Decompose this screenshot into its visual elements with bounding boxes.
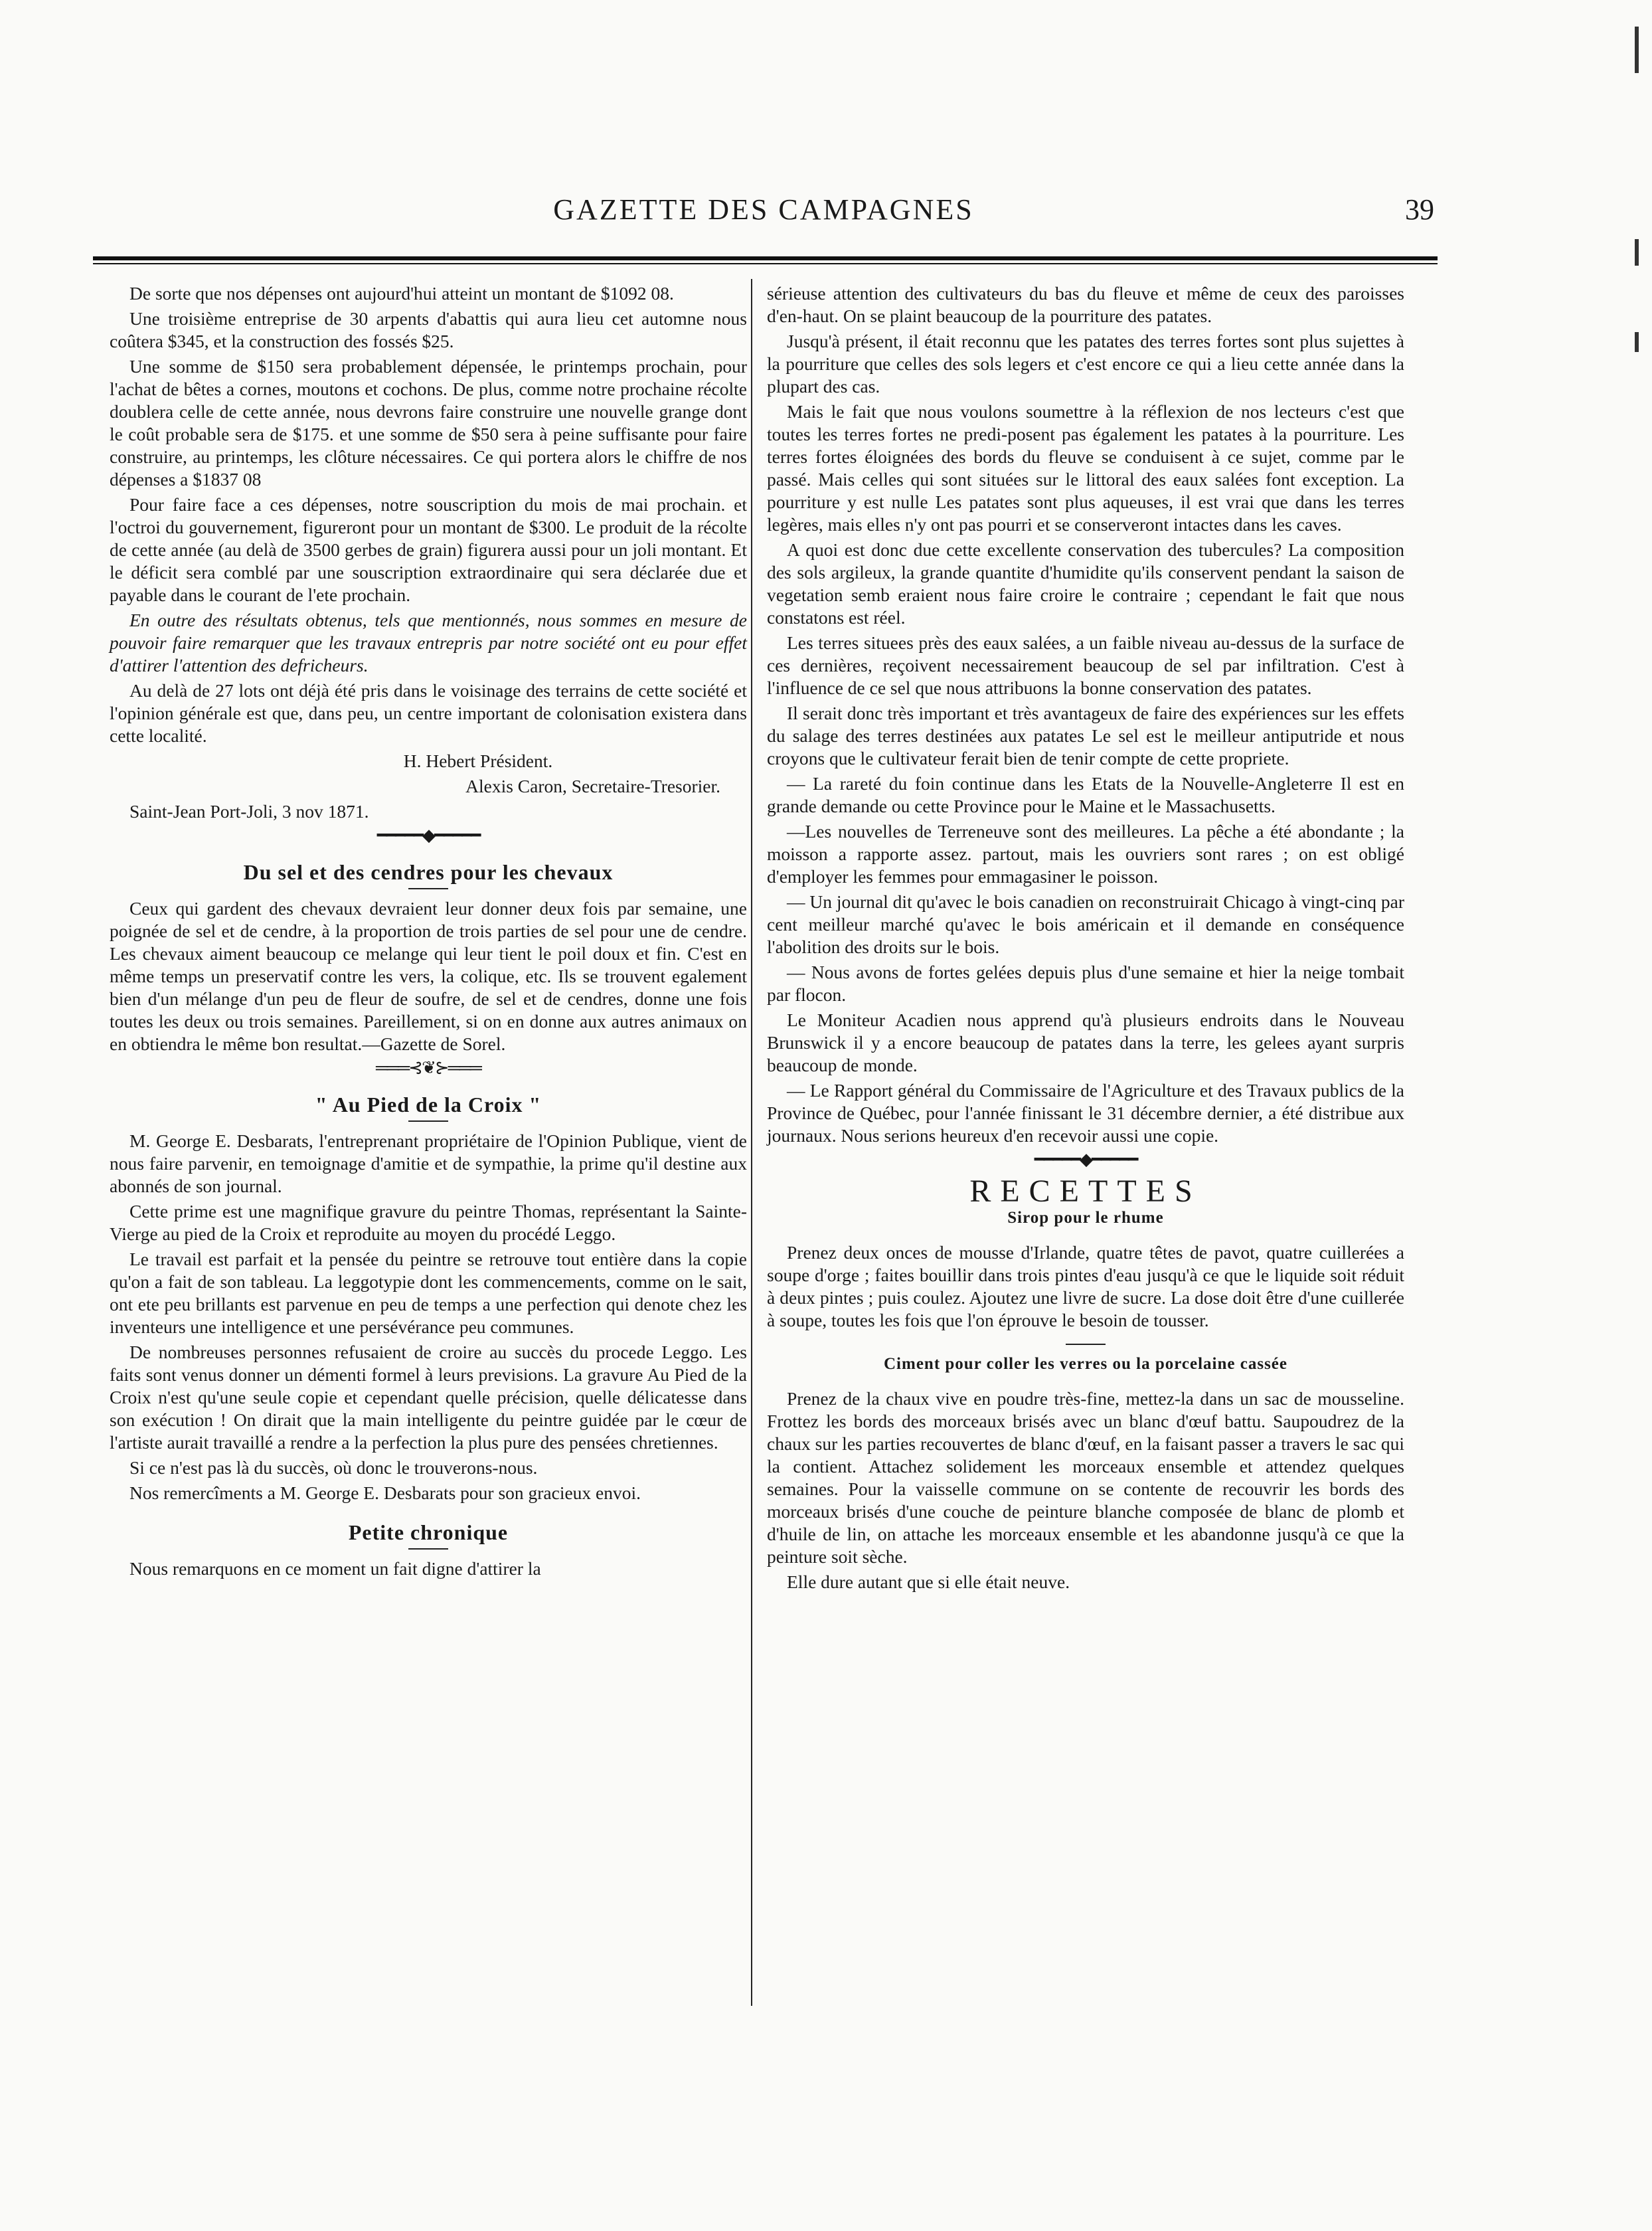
recipe-title-sirop: Sirop pour le rhume <box>1007 1209 1164 1227</box>
section-title-petite-chronique: Petite chronique <box>348 1520 509 1544</box>
paragraph: Ceux qui gardent des chevaux devraient leur donner deux fois par semaine, une poignée de sel et de cendre, à la proportion de trois parties de sel pour une de cendre. Les chevaux aiment beaucoup ce melange qui leur tient le poil doux et fin. C'est en même temps un preservatif contre les vers, la colique, etc. Ils se trouvent egalement bien d'un mélange d'un peu de fleur de soufre, de sel et de cendres, donne une fois toutes les deux ou trois semaines. Pareillement, si on en donne aux autres animaux on en obtiendra le même bon resultat.—Gazette de Sorel. <box>110 898 747 1054</box>
paragraph: — Le Rapport général du Commissaire de l'Agriculture et des Travaux publics de la Province de Québec, pour l'année finissant le 31 décembre dernier, a été distribue aux journaux. Nous serions heureux d'en recevoir aussi une copie. <box>767 1080 1404 1146</box>
paragraph: Jusqu'à présent, il était reconnu que les patates des terres fortes sont plus sujettes à la pourriture que celles des sols legers et c'est encore ce qui a lieu cette année dans la plupart des cas. <box>767 331 1404 397</box>
paragraph: Il serait donc très important et très avantageux de faire des expériences sur les effets du salage des terres destinées aux patates Le sel est le meilleur antiputride et nous croyons que le cultivateur ferait bien de tenir compte de cette propriete. <box>767 703 1404 768</box>
paragraph: En outre des résultats obtenus, tels que mentionnés, nous sommes en mesure de pouvoir faire remarquer que les travaux entrepris par notre société ont eu pour effet d'attirer l'attention des defricheurs. <box>110 610 747 675</box>
paragraph: Une troisième entreprise de 30 arpents d'abattis qui aura lieu cet automne nous coûtera $345, et la construction des fossés $25. <box>110 308 747 351</box>
section-title-recettes: RECETTES <box>969 1174 1202 1209</box>
right-column <box>767 282 1404 1596</box>
paragraph: Le Moniteur Acadien nous apprend qu'à plusieurs endroits dans le Nouveau Brunswick il y a encore beaucoup de patates dans la terre, les gelees ayant surpris beaucoup de monde. <box>767 1010 1404 1075</box>
paragraph: Le travail est parfait et la pensée du peintre se retrouve tout entière dans la copie qu'on a fait de son tableau. La leggotypie dont les commencements, comme on le sait, ont ete peu brillants est parvenue en peu de temps a une perfection qui denote chez les inventeurs une intelligence et une persévérance peu communes. <box>110 1249 747 1337</box>
paragraph: Mais le fait que nous voulons soumettre à la réflexion de nos lecteurs c'est que toutes les terres fortes ne predi-posent pas également les patates à la pourriture. Les terres fortes éloignées des bords du fleuve se conduisent à ce sujet, comme par le passé. Mais celles qui sont situées sur le littoral des eaux salées font exception. La pourriture y est nulle Les patates sont plus aqueuses, il est vrai que dans les terres legères, mais elles n'y ont pas pourri et se conserveront intactes dans les caves. <box>767 401 1404 535</box>
paragraph: — La rareté du foin continue dans les Etats de la Nouvelle-Angleterre Il est en grande demande ou cette Province pour le Maine et le Massachusetts. <box>767 773 1404 816</box>
short-rule <box>408 1120 448 1122</box>
paragraph: Si ce n'est pas là du succès, où donc le trouverons-nous. <box>129 1457 538 1478</box>
section-title-pied-de-la-croix: " Au Pied de la Croix " <box>315 1093 542 1116</box>
signature-president: H. Hebert Président. <box>403 751 553 771</box>
paragraph: Une somme de $150 sera probablement dépensée, le printemps prochain, pour l'achat de bêtes a cornes, moutons et cochons. De plus, comme notre prochaine récolte doublera celle de cette année, nous devrons faire construire une nouvelle grange dont le coût probable sera de $175. et une somme de $50 sera à peine suffisante pour faire construire, au printemps, les clôture nécessaires. Ce qui portera alors le chiffre de nos dépenses a $1837 08 <box>110 356 747 490</box>
paragraph: — Un journal dit qu'avec le bois canadien on reconstruirait Chicago à vingt-cinq par cent meilleur marché qu'avec le bois américain et il demande en conséquence l'abolition des droits sur le bois. <box>767 891 1404 957</box>
header-rule-thin <box>93 263 1438 264</box>
paragraph: sérieuse attention des cultivateurs du bas du fleuve et même de ceux des paroisses d'en-haut. On se plaint beaucoup de la pourriture des patates. <box>767 283 1404 326</box>
paragraph: — Nous avons de fortes gelées depuis plus d'une semaine et hier la neige tombait par flocon. <box>767 962 1404 1005</box>
scan-edge-mark <box>1635 239 1639 266</box>
column-divider <box>751 279 752 2006</box>
page-number: 39 <box>1405 193 1434 226</box>
paragraph: Prenez de la chaux vive en poudre très-fine, mettez-la dans un sac de mousseline. Frottez les bords des morceaux brisés avec un blanc d'œuf battu. Saupoudrez de la chaux sur les parties recouvertes de blanc d'œuf, en la faisant passer a travers le sac qui la contient. Attachez solidement les morceaux ensemble et attendez quelques semaines. Pour la vaisselle commune on se contente de recouvrir les bords des morceaux brisés d'une couche de peinture blanche composée de blanc de plomb et d'huile de lin, on attache les morceaux ensemble et les abandonne jusqu'à ce que la peinture soit sèche. <box>767 1388 1404 1567</box>
paragraph: Au delà de 27 lots ont déjà été pris dans le voisinage des terrains de cette société et l'opinion générale est que, dans peu, un centre important de colonisation existera dans cette localité. <box>110 680 747 746</box>
paragraph: Les terres situees près des eaux salées, a un faible niveau au-dessus de la surface de ces dernières, reçoivent necessairement beaucoup de sel par infiltration. C'est à l'influence de ce sel que nous attribuons la bonne conservation des patates. <box>767 632 1404 698</box>
header-rule <box>93 256 1438 260</box>
dateline: Saint-Jean Port-Joli, 3 nov 1871. <box>129 801 369 822</box>
scan-edge-mark <box>1635 27 1639 73</box>
short-rule <box>1066 1344 1106 1345</box>
paragraph: Prenez deux onces de mousse d'Irlande, quatre têtes de pavot, quatre cuillerées a soupe d'orge ; faites bouillir dans trois pintes d'eau jusqu'à ce que le liquide soit réduit à deux pintes ; puis coulez. Ajoutez une livre de sucre. La dose doit être d'une cuillerée à soupe, toutes les fois que l'on éprouve le besoin de tousser. <box>767 1242 1404 1330</box>
paragraph: Cette prime est une magnifique gravure du peintre Thomas, représentant la Sainte-Vierge au pied de la Croix et reproduite au moyen du procédé Leggo. <box>110 1201 747 1244</box>
paragraph: —Les nouvelles de Terreneuve sont des meilleures. La pêche a été abondante ; la moisson a rapporte assez. partout, mais les ouvriers sont rares ; on est obligé d'employer les femmes pour emmagasiner le poisson. <box>767 821 1404 887</box>
paragraph: De nombreuses personnes refusaient de croire au succès du procede Leggo. Les faits sont venus donner un démenti formel à leurs previsions. La gravure Au Pied de la Croix n'est qu'une seule copie et cependant quelle précision, quelle délicatesse dans son exécution ! On dirait que la main intelligente du peintre guidée par le cœur de l'artiste aurait travaillé a rendre a la perfection la plus pure des pensées chretiennes. <box>110 1342 747 1453</box>
paragraph: A quoi est donc due cette excellente conservation des tubercules? La composition des sols argileux, la grande quantite d'humidite qu'ils conservent pendant la saison de vegetation semb eraient nous faire croire le contraire ; cependant le fait que nous constatons est réel. <box>767 539 1404 628</box>
signature-secretary: Alexis Caron, Secretaire-Tresorier. <box>465 776 720 796</box>
recipe-title-ciment: Ciment pour coller les verres ou la porcelaine cassée <box>884 1355 1287 1373</box>
paragraph: Nos remercîments a M. George E. Desbarats pour son gracieux envoi. <box>129 1482 641 1503</box>
ornament-divider: ━━━━━◆━━━━━ <box>376 826 480 845</box>
page-header <box>93 193 1434 232</box>
left-column <box>110 282 747 1583</box>
paragraph: De sorte que nos dépenses ont aujourd'hui atteint un montant de $1092 08. <box>129 283 674 304</box>
ornament-divider: ━━━━━◆━━━━━ <box>1034 1150 1137 1169</box>
page-title: GAZETTE DES CAMPAGNES <box>553 193 974 226</box>
scan-edge-mark <box>1635 332 1639 352</box>
paragraph: M. George E. Desbarats, l'entreprenant propriétaire de l'Opinion Publique, vient de nous faire parvenir, en temoignage d'amitie et de sympathie, la prime qu'il destine aux abonnés de son journal. <box>110 1130 747 1196</box>
ornament-divider: ═══⊰❦⊱═══ <box>376 1058 481 1077</box>
short-rule <box>408 1548 448 1550</box>
paragraph: Nous remarquons en ce moment un fait digne d'attirer la <box>129 1558 541 1579</box>
short-rule <box>408 888 448 889</box>
paragraph: Elle dure autant que si elle était neuve. <box>787 1571 1070 1592</box>
paragraph: Pour faire face a ces dépenses, notre souscription du mois de mai prochain. et l'octroi du gouvernement, figureront pour un montant de $300. Le produit de la récolte de cette année (au delà de 3500 gerbes de grain) figurera aussi pour un joli montant. Et le déficit sera comblé par une souscription extraordinaire qui sera déclarée due et payable dans le courant de l'ete prochain. <box>110 494 747 605</box>
section-title-sel: Du sel et des cendres pour les chevaux <box>243 860 614 884</box>
